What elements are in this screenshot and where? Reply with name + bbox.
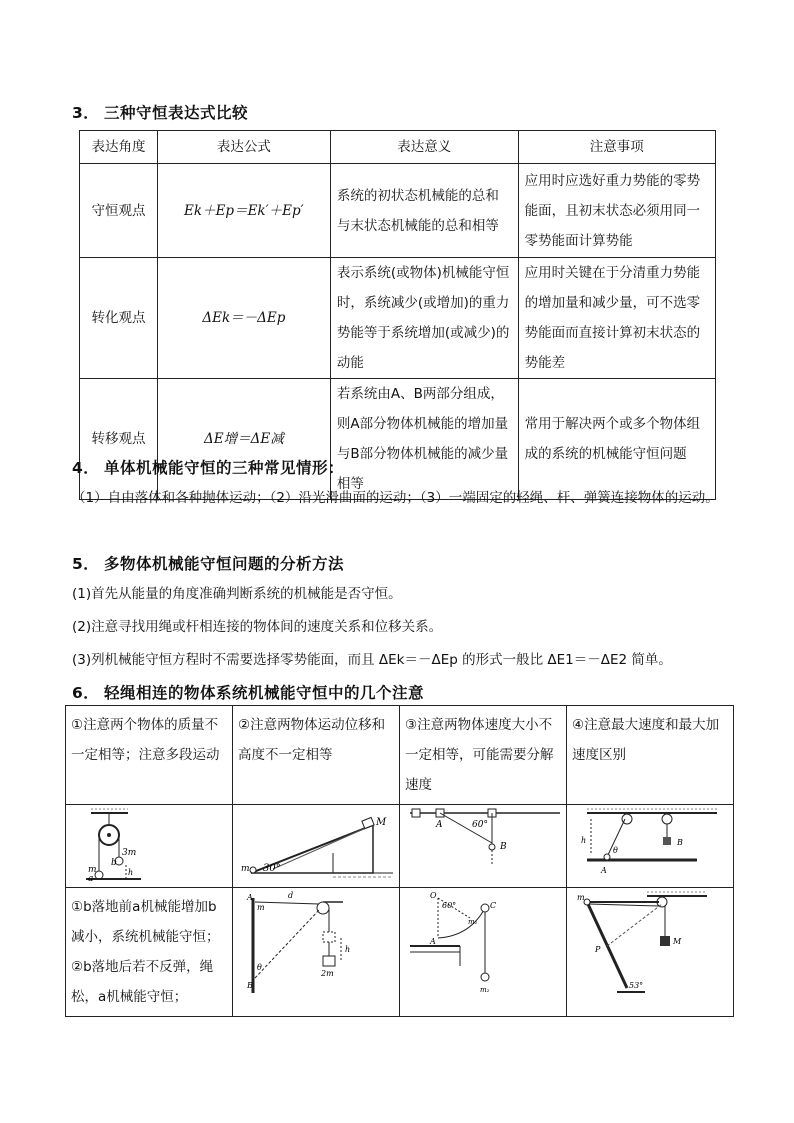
figure-cell — [233, 888, 400, 1017]
note-cell: ②注意两物体运动位移和高度不一定相等 — [233, 706, 400, 805]
section-5-item: (3)列机械能守恒方程时不需要选择零势能面，而且 ΔEk＝－ΔEp 的形式一般比 ΔE1＝－ΔE2 简单。 — [72, 652, 672, 668]
section-5-title: 5． 多物体机械能守恒问题的分析方法 — [72, 555, 345, 573]
meaning-cell: 表示系统(或物体)机械能守恒时，系统减少(或增加)的重力势能等于系统增加(或减少)的动能 — [330, 258, 518, 379]
incline-figure — [233, 805, 399, 887]
pulley-figure — [66, 805, 232, 887]
table-header-row — [80, 131, 716, 164]
note-cell: ④注意最大速度和最大加速度区别 — [567, 706, 734, 805]
notes-table — [65, 705, 734, 1017]
table-row — [80, 379, 716, 500]
meaning-cell: 若系统由A、B两部分组成，则A部分物体机械能的增加量与B部分物体机械能的减少量相等 — [330, 379, 518, 500]
fig1-label-b: b — [111, 858, 117, 868]
note-cell: ①注意两个物体的质量不一定相等；注意多段运动 — [66, 706, 233, 805]
fig6-label-60: 60° — [442, 901, 457, 910]
fig5-label-B: B — [247, 981, 253, 990]
fig2-label-angle: 30° — [263, 863, 281, 874]
fig3-label-B: B — [500, 842, 507, 852]
angle-cell: 守恒观点 — [80, 164, 158, 258]
fig4-label-theta: θ — [613, 846, 618, 855]
vertical-rod-figure — [233, 888, 399, 1006]
section-6-title: 6． 轻绳相连的物体系统机械能守恒中的几个注意 — [72, 684, 425, 702]
section-4-title: 4． 单体机械能守恒的三种常见情形： — [72, 459, 345, 477]
header-cell: 注意事项 — [518, 131, 715, 164]
fig5-label-2m: 2m — [321, 969, 334, 978]
section-5-item: (2)注意寻找用绳或杆相连接的物体间的速度关系和位移关系。 — [72, 619, 443, 635]
description-cell: ①b落地前a机械能增加b减小，系统机械能守恒；②b落地后若不反弹，绳松，a机械能守恒； — [66, 888, 233, 1017]
figure-cell — [233, 805, 400, 888]
figure-cell — [400, 805, 567, 888]
fig5-label-A: A — [247, 893, 253, 902]
header-cell: 表达公式 — [157, 131, 330, 164]
table-row — [80, 258, 716, 379]
fig5-label-m: m — [257, 903, 265, 912]
fig6-label-m2: m₂ — [480, 986, 490, 994]
figures-row — [66, 805, 734, 888]
fig3-label-A: A — [436, 820, 443, 830]
figure-cell — [567, 805, 734, 888]
expression-comparison-table — [79, 130, 716, 500]
angle-cell: 转移观点 — [80, 379, 158, 500]
note-cell: 应用时应选好重力势能的零势能面，且初末状态必须用同一零势能面计算势能 — [518, 164, 715, 258]
meaning-cell: 系统的初状态机械能的总和与末状态机械能的总和相等 — [330, 164, 518, 258]
section-5-item: (1)首先从能量的角度准确判断系统的机械能是否守恒。 — [72, 586, 402, 602]
figure-cell — [567, 888, 734, 1017]
fig1-label-a: a — [88, 874, 94, 884]
fig4-label-h: h — [581, 836, 587, 845]
formula-cell: ΔEk＝－ΔEp — [157, 258, 330, 379]
formula-cell: Ek＋Ep＝Ek′＋Ep′ — [157, 164, 330, 258]
fig7-label-53: 53° — [629, 981, 644, 990]
fig7-label-M: M — [673, 937, 682, 946]
fig6-label-O: O — [430, 891, 437, 900]
fig7-label-m: m — [577, 893, 585, 902]
note-cell: ③注意两物体速度大小不一定相等，可能需要分解速度 — [400, 706, 567, 805]
two-pulley-figure — [567, 805, 733, 887]
formula-cell: ΔE增＝ΔE减 — [157, 379, 330, 500]
fig5-label-d: d — [288, 891, 294, 900]
figure-cell — [400, 888, 567, 1017]
quarter-circle-figure — [400, 888, 566, 1006]
angle-cell: 转化观点 — [80, 258, 158, 379]
fig6-label-C: C — [490, 901, 497, 910]
description-row — [66, 888, 734, 1017]
fig6-label-m1: m₁ — [468, 918, 478, 926]
fig4-label-A: A — [601, 866, 607, 875]
note-cell: 应用时关键在于分清重力势能的增加量和减少量，可不选零势能面而直接计算初末状态的势能差 — [518, 258, 715, 379]
fig7-label-P: P — [595, 945, 601, 954]
fig5-label-theta: θ — [257, 963, 262, 972]
notes-row — [66, 706, 734, 805]
figure-cell — [66, 805, 233, 888]
inclined-rod-figure — [567, 888, 733, 1006]
fig5-label-h: h — [345, 945, 351, 954]
table-row — [80, 164, 716, 258]
header-cell: 表达角度 — [80, 131, 158, 164]
section-3-title: 3． 三种守恒表达式比较 — [72, 104, 249, 122]
fig2-label-M: M — [376, 817, 387, 828]
fig6-label-A: A — [430, 937, 436, 946]
fig3-label-60: 60° — [472, 820, 488, 830]
rope-angle-figure — [400, 805, 566, 887]
fig1-label-m: m — [88, 865, 97, 875]
note-cell: 常用于解决两个或多个物体组成的系统的机械能守恒问题 — [518, 379, 715, 500]
fig1-label-3m: 3m — [122, 848, 137, 858]
section-4-text: （1）自由落体和各种抛体运动；（2）沿光滑曲面的运动；（3）一端固定的轻绳、杆、弹簧连接物体的运动。 — [72, 490, 719, 506]
fig1-label-h: h — [128, 868, 134, 877]
fig4-label-B: B — [677, 838, 683, 847]
fig2-label-m: m — [241, 864, 250, 874]
header-cell: 表达意义 — [330, 131, 518, 164]
